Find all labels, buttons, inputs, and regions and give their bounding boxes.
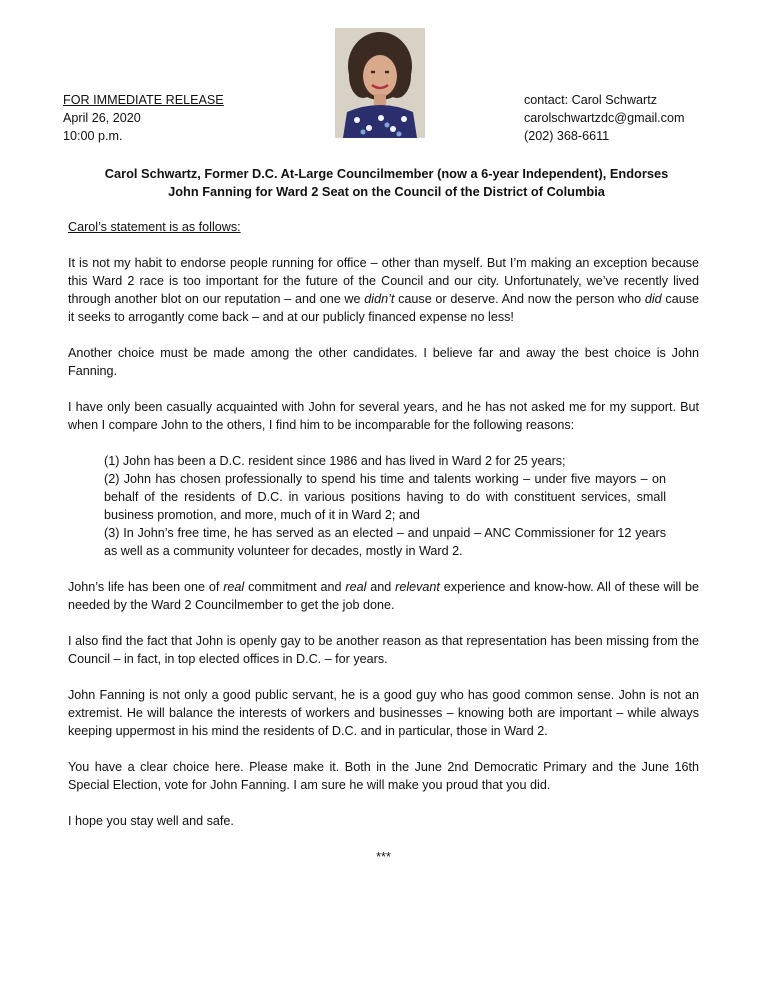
paragraph-6: John Fanning is not only a good public servant, he is a good guy who has good common sense. John is not an extremist. He will balance the interests of workers and businesses – knowing both are important – while always keeping uppermost in his mind the residents of D.C. and in particular, those in Ward 2.	[68, 688, 699, 738]
paragraph-3: I have only been casually acquainted with John for several years, and he has not asked me for my support. But when I compare John to the others, I find him to be incomparable for the following reasons:	[68, 400, 699, 432]
release-date: April 26, 2020	[63, 111, 141, 125]
statement-intro: Carol’s statement is as follows:	[68, 220, 241, 234]
paragraph-2: Another choice must be made among the other candidates. I believe far and away the best choice is John Fanning.	[68, 346, 699, 378]
headline-line-2: John Fanning for Ward 2 Seat on the Council of the District of Columbia	[168, 184, 605, 199]
p1-text-a: It is not my habit to endorse people running for office – other than myself. But I’m making an exception because this Ward 2 race is too important for the future of the Council and our city. Unfortunately, we’ve recently lived through another blot on our reputation – and one we	[68, 256, 699, 306]
paragraph-7: You have a clear choice here. Please make it. Both in the June 2nd Democratic Primary and the June 16th Special Election, vote for John Fanning. I am sure he will make you proud that you did.	[68, 760, 699, 792]
headline	[40, 165, 733, 201]
contact-email: carolschwartzdc@gmail.com	[524, 111, 685, 125]
reason-1: (1) John has been a D.C. resident since 1986 and has lived in Ward 2 for 25 years;	[104, 454, 566, 468]
p1-emphasis-didnt: didn’t	[364, 292, 395, 306]
reason-3: (3) In John’s free time, he has served as an elected – and unpaid – ANC Commissioner for 12 years as well as a community volunteer for decades, mostly in Ward 2.	[104, 526, 666, 558]
p4-text-c: commitment and	[244, 580, 346, 594]
headline-line-1: Carol Schwartz, Former D.C. At-Large Councilmember (now a 6-year Independent), Endorses	[104, 166, 669, 181]
p4-emphasis-real-1: real	[223, 580, 245, 594]
statement-body	[68, 218, 699, 866]
p4-emphasis-real-2: real	[345, 580, 367, 594]
p4-text-a: John’s life has been one of	[68, 580, 224, 594]
paragraph-1	[68, 254, 699, 326]
reasons-list	[104, 452, 666, 560]
release-label: FOR IMMEDIATE RELEASE	[63, 93, 224, 107]
p4-emphasis-relevant: relevant	[395, 580, 440, 594]
p1-text-e: cause it seeks to arrogantly come back – and at our publicly financed expense no less!	[68, 292, 700, 324]
release-info	[63, 91, 224, 145]
contact-info	[524, 91, 684, 145]
p4-text-g: experience and know-how. All of these will be needed by the Ward 2 Councilmember to get the job done.	[68, 580, 699, 612]
p4-text-e: and	[366, 580, 396, 594]
paragraph-4	[68, 578, 699, 614]
paragraph-8: I hope you stay well and safe.	[68, 814, 234, 828]
contact-phone: (202) 368-6611	[524, 129, 610, 143]
portrait-photo	[335, 28, 425, 138]
contact-name: contact: Carol Schwartz	[524, 93, 657, 107]
end-mark: ***	[376, 850, 391, 864]
p1-text-c: cause or deserve. And now the person who	[394, 292, 645, 306]
reason-2: (2) John has chosen professionally to spend his time and talents working – under five mayors – on behalf of the residents of D.C. in various positions having to do with constituent services, small business promotion, and more, much of it in Ward 2; and	[104, 472, 666, 522]
release-time: 10:00 p.m.	[63, 129, 123, 143]
paragraph-5: I also find the fact that John is openly gay to be another reason as that representation has been missing from the Council – in fact, in top elected offices in D.C. – for years.	[68, 634, 699, 666]
portrait-image	[335, 28, 425, 138]
p1-emphasis-did: did	[644, 292, 662, 306]
